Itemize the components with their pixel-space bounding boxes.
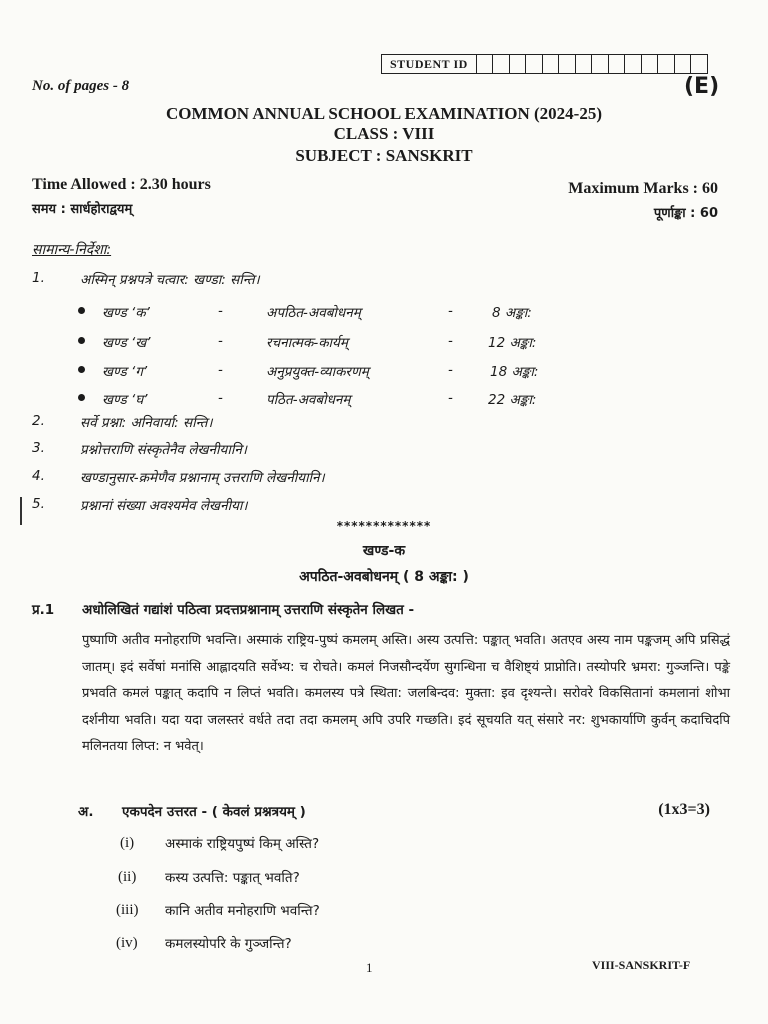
- section-dash: -: [218, 362, 223, 378]
- student-id-cell: [592, 55, 609, 73]
- reading-passage: पुष्पाणि अतीव मनोहराणि भवन्ति। अस्माकं राष्ट्रिय-पुष्पं कमलम् अस्ति। अस्य उत्पत्ति: पङ्कात् भवति। अतएव अस्य नाम पङ्कजम् अपि प्रसिद्धं जातम्। इदं सर्वेषां मनांसि आह्लादयति सर्वेभ्य: च रोचते। कमलं निजसौन्दर्येण सुगन्धिना च वैशिष्ट्यं प्राप्नोति। तस्योपरि भ्रमरा: गुञ्जन्ति। पङ्के प्रभवति कमलं पङ्कात् कदापि न लिप्तं भवति। कमलस्य पत्रे स्थिता: जलबिन्दव: मुक्ता: इव दृश्यन्ते। सरोवरे विकसितानां कमलानां शोभा दर्शनीया भवति। यदा यदा जलस्तरं वर्धते तदा तदा कमलम् अपि उपरि गच्छति। इदं सूचयति यत् संसारे नर: शुभकार्याणि कुर्वन् कदाचिदपि मलिनतया लिप्त: न भवेत्।: [82, 633, 730, 754]
- instruction-number: 2.: [32, 413, 45, 429]
- instruction-number: 5.: [32, 496, 45, 512]
- question-item-text: अस्माकं राष्ट्रियपुष्पं किम् अस्ति?: [165, 836, 320, 852]
- question-text: अधोलिखितं गद्यांशं पठित्वा प्रदत्तप्रश्नानाम् उत्तराणि संस्कृतेन लिखत -: [82, 602, 415, 618]
- subquestion-label: अ.: [78, 804, 94, 820]
- instruction-text: प्रश्नानां संख्या अवश्यमेव लेखनीया।: [80, 498, 248, 514]
- section-dash: -: [218, 303, 223, 319]
- question-item-text: कानि अतीव मनोहराणि भवन्ति?: [165, 903, 320, 919]
- exam-title: COMMON ANNUAL SCHOOL EXAMINATION (2024-25): [165, 104, 603, 123]
- student-id-cell: [510, 55, 527, 73]
- class-label: CLASS : VIII: [333, 124, 435, 143]
- question-item-number: (ii): [118, 869, 137, 885]
- instruction-text: सर्वे प्रश्ना: अनिवार्या: सन्ति।: [80, 415, 213, 431]
- instruction-number: 1.: [32, 270, 45, 286]
- section-marks: 18 अङ्का:: [490, 364, 539, 380]
- question-item-text: कमलस्योपरि के गुञ्जन्ति?: [165, 936, 292, 952]
- section-dash: -: [218, 390, 223, 406]
- question-item-number: (iii): [116, 902, 139, 918]
- section-marks: 8 अङ्का:: [492, 305, 532, 321]
- instructions-heading: सामान्य-निर्देशा:: [32, 242, 112, 258]
- student-id-cell: [477, 55, 494, 73]
- student-id-cell: [559, 55, 576, 73]
- student-id-cell: [675, 55, 692, 73]
- student-id-cell: [658, 55, 675, 73]
- section-dash: -: [448, 390, 453, 406]
- paper-code: (E): [684, 74, 720, 99]
- section-title: अपठित-अवबोधनम्: [266, 305, 361, 321]
- bullet-icon: [78, 394, 85, 401]
- instruction-number: 3.: [32, 440, 45, 456]
- subquestion-text: एकपदेन उत्तरत - ( केवलं प्रश्नत्रयम् ): [122, 804, 306, 820]
- student-id-cell: [576, 55, 593, 73]
- student-id-cell: [625, 55, 642, 73]
- student-id-box: [381, 54, 708, 74]
- section-dash: -: [448, 333, 453, 349]
- instruction-text: खण्डानुसार-क्रमेणैव प्रश्नानाम् उत्तराणि लेखनीयानि।: [80, 470, 325, 486]
- section-heading: खण्ड-क: [362, 543, 406, 559]
- section-dash: -: [448, 362, 453, 378]
- student-id-cell: [609, 55, 626, 73]
- section-dash: -: [448, 303, 453, 319]
- bullet-icon: [78, 337, 85, 344]
- subquestion-marks: (1x3=3): [658, 801, 710, 818]
- section-name: खण्ड ‘ख’: [102, 335, 151, 351]
- bullet-icon: [78, 307, 85, 314]
- time-allowed-hindi: समय : सार्धहोराद्वयम्: [32, 202, 133, 217]
- student-id-cell: [642, 55, 659, 73]
- question-item-number: (i): [120, 835, 135, 851]
- section-marks: 22 अङ्का:: [488, 392, 537, 408]
- section-name: खण्ड ‘क’: [102, 305, 150, 321]
- page-count: No. of pages - 8: [32, 78, 130, 94]
- section-subheading: अपठित-अवबोधनम् ( 8 अङ्का: ): [299, 569, 469, 585]
- maximum-marks-hindi: पूर्णाङ्का : 60: [653, 206, 718, 221]
- section-title: रचनात्मक-कार्यम्: [266, 335, 348, 351]
- section-dash: -: [218, 333, 223, 349]
- student-id-cell: [691, 55, 707, 73]
- instruction-number: 4.: [32, 468, 45, 484]
- instruction-text: अस्मिन् प्रश्नपत्रे चत्वार: खण्डा: सन्ति।: [80, 272, 260, 288]
- question-number: प्र.1: [32, 602, 55, 618]
- divider-stars: *************: [336, 519, 432, 533]
- section-title: अनुप्रयुक्त-व्याकरणम्: [266, 364, 369, 380]
- section-marks: 12 अङ्का:: [488, 335, 537, 351]
- section-name: खण्ड ‘ग’: [102, 364, 148, 380]
- time-allowed: Time Allowed : 2.30 hours: [32, 176, 211, 193]
- maximum-marks: Maximum Marks : 60: [568, 180, 718, 197]
- page-number: 1: [366, 960, 373, 975]
- student-id-cell: [493, 55, 510, 73]
- footer-paper-code: VIII-SANSKRIT-F: [592, 958, 691, 972]
- section-name: खण्ड ‘घ’: [102, 392, 148, 408]
- bullet-icon: [78, 366, 85, 373]
- student-id-cell: [543, 55, 560, 73]
- subject-label: SUBJECT : SANSKRIT: [295, 146, 473, 165]
- student-id-cell: [526, 55, 543, 73]
- question-item-number: (iv): [116, 935, 138, 951]
- student-id-label: STUDENT ID: [382, 55, 477, 73]
- question-item-text: कस्य उत्पत्ति: पङ्कात् भवति?: [165, 870, 300, 886]
- section-title: पठित-अवबोधनम्: [266, 392, 351, 408]
- instruction-text: प्रश्नोत्तराणि संस्कृतेनैव लेखनीयानि।: [80, 442, 247, 458]
